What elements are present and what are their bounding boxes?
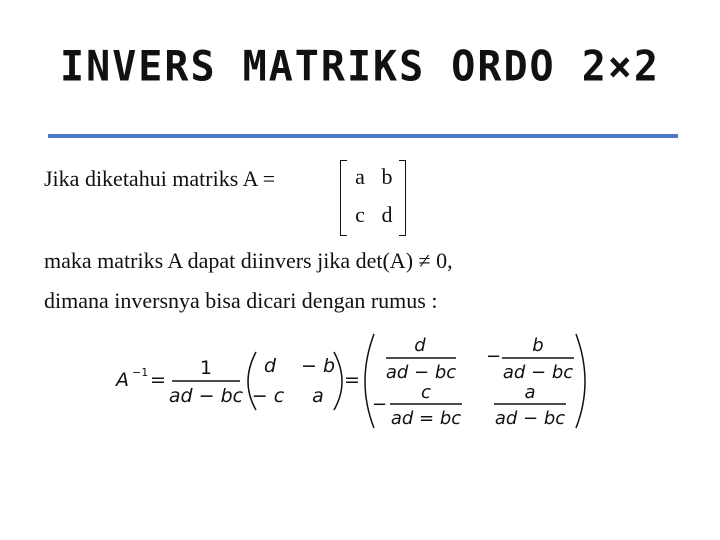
formula-equals-1: = (150, 369, 166, 391)
formula-intro-text: dimana inversnya bisa dicari dengan rumus : (44, 288, 438, 313)
result-r1c1-numerator: d (414, 335, 426, 356)
matrix-cell-d: d (381, 202, 393, 227)
adj-cell-11: d (263, 355, 277, 377)
condition-text: maka matriks A dapat diinvers jika det(A) ≠ 0, (44, 248, 453, 273)
result-r1c2-numerator: b (532, 335, 544, 356)
adj-cell-21: − c (251, 385, 285, 407)
result-r2c1-denominator: ad = bc (390, 408, 462, 429)
result-right-paren (576, 334, 585, 428)
result-r1c2-minus: − (486, 346, 502, 367)
result-r1c2-denominator: ad − bc (502, 362, 574, 383)
matrix-cell-c: c (355, 202, 365, 227)
page-title: INVERS MATRIKS ORDO 2×2 (60, 42, 660, 92)
adj-right-paren (334, 352, 342, 410)
scalar-denominator: ad − bc (168, 385, 244, 407)
intro-text: Jika diketahui matriks A = (44, 166, 276, 191)
formula-lhs: A (116, 369, 129, 391)
scalar-numerator: 1 (199, 357, 213, 379)
adj-cell-12: − b (300, 355, 336, 377)
formula-equals-2: = (344, 369, 360, 391)
matrix-cell-a: a (355, 164, 365, 189)
adj-cell-22: a (312, 385, 324, 407)
result-r2c1-minus: − (372, 394, 388, 415)
result-r2c2-numerator: a (524, 382, 536, 403)
formula-lhs-sup: −1 (132, 366, 149, 379)
result-r2c2-denominator: ad − bc (494, 408, 566, 429)
result-r1c1-denominator: ad − bc (385, 362, 457, 383)
result-r2c1-numerator: c (421, 382, 431, 403)
matrix-cell-b: b (381, 164, 393, 189)
